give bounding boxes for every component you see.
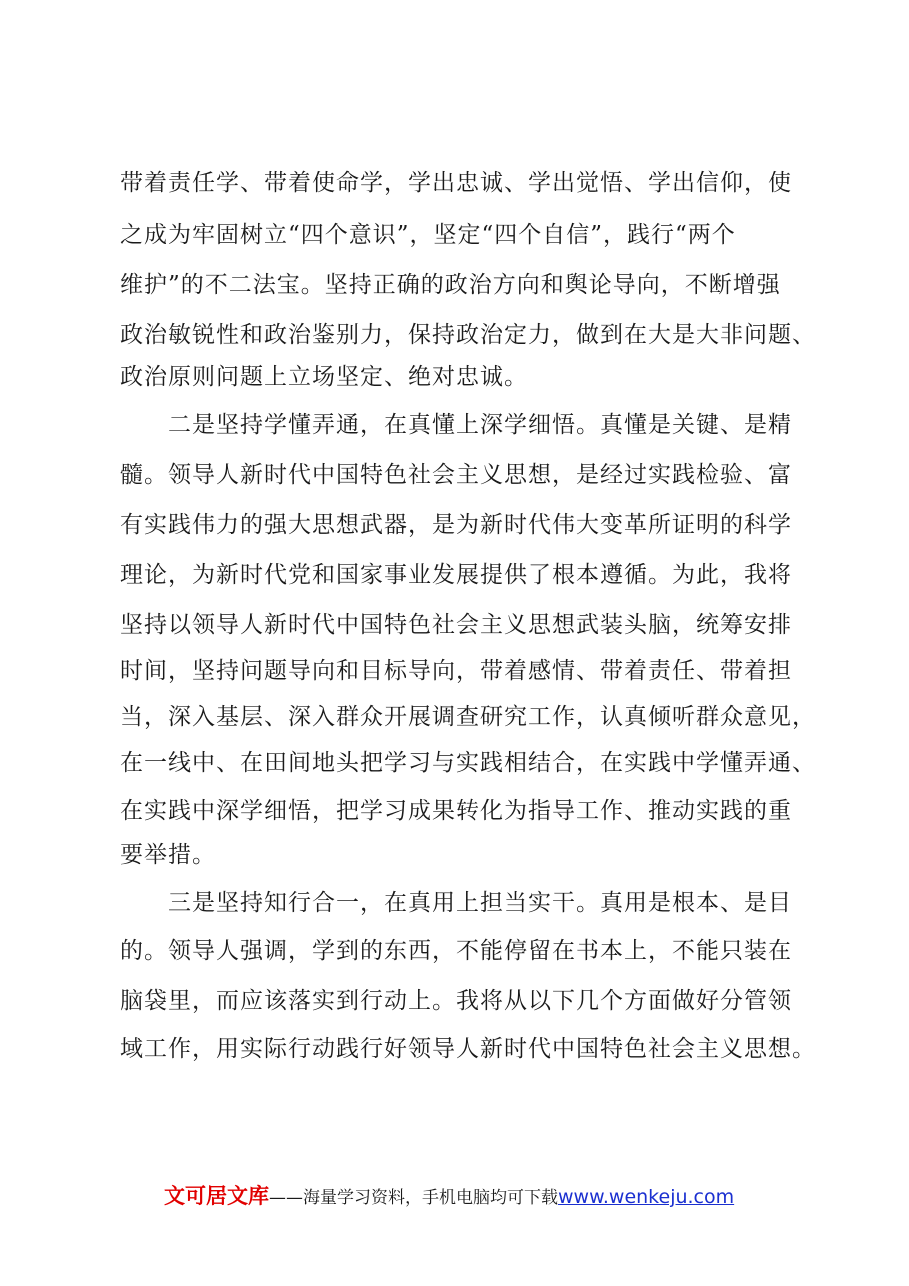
body-text-line: 政治原则问题上立场坚定、绝对忠诚。 (120, 364, 528, 390)
body-text-line: 脑袋里，而应该落实到行动上。我将从以下几个方面做好分管领 (120, 988, 792, 1014)
body-text-line: 理论，为新时代党和国家事业发展提供了根本遵循。为此，我将 (120, 562, 792, 588)
body-text-line: 时间，坚持问题导向和目标导向，带着感情、带着责任、带着担 (120, 658, 792, 684)
body-text-line: 维护”的不二法宝。坚持正确的政治方向和舆论导向，不断增强 (120, 272, 781, 298)
body-text-line: 域工作，用实际行动践行好领导人新时代中国特色社会主义思想。 (120, 1036, 816, 1062)
body-text-line: 带着责任学、带着使命学，学出忠诚、学出觉悟、学出信仰，使 (120, 170, 792, 196)
body-text-line: 坚持以领导人新时代中国特色社会主义思想武装头脑，统筹安排 (120, 612, 792, 638)
body-text-line: 要举措。 (120, 842, 216, 868)
body-text-line: 有实践伟力的强大思想武器，是为新时代伟大变革所证明的科学 (120, 512, 792, 538)
footer-dash: —— (269, 1188, 303, 1208)
footer-tagline: 海量学习资料，手机电脑均可下载 (303, 1188, 558, 1208)
body-text-line: 的。领导人强调，学到的东西，不能停留在书本上，不能只装在 (120, 938, 792, 964)
body-text-line: 在一线中、在田间地头把学习与实践相结合，在实践中学懂弄通、 (120, 750, 816, 776)
paragraph-start-line: 二是坚持学懂弄通，在真懂上深学细悟。真懂是关键、是精 (168, 412, 792, 438)
paragraph-start-line: 三是坚持知行合一，在真用上担当实干。真用是根本、是目 (168, 890, 792, 916)
body-text-line: 在实践中深学细悟，把学习成果转化为指导工作、推动实践的重 (120, 798, 792, 824)
body-text-line: 当，深入基层、深入群众开展调查研究工作，认真倾听群众意见， (120, 704, 816, 730)
body-text-line: 之成为牢固树立“四个意识”，坚定“四个自信”，践行“两个 (120, 222, 736, 248)
footer-brand: 文可居文库 (164, 1184, 269, 1208)
body-text-line: 政治敏锐性和政治鉴别力，保持政治定力，做到在大是大非问题、 (120, 322, 816, 348)
page-footer (164, 1180, 764, 1212)
body-text-line: 髓。领导人新时代中国特色社会主义思想，是经过实践检验、富 (120, 462, 792, 488)
footer-website-link[interactable]: www.wenkeju.com (558, 1186, 735, 1208)
